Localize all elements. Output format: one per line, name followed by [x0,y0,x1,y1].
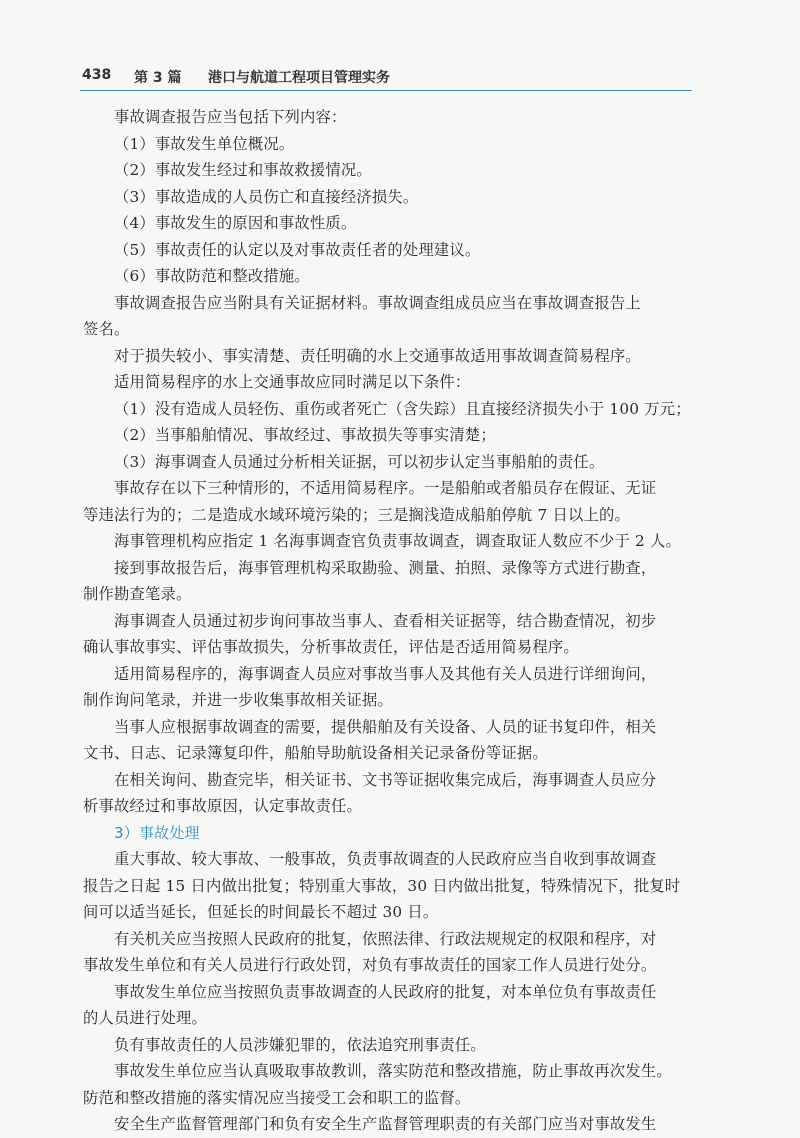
text-line: （3）海事调查人员通过分析相关证据，可以初步认定当事船舶的责任。 [114,452,605,471]
text-line: 适用简易程序的水上交通事故应同时满足以下条件： [114,373,471,391]
text-line: 重大事故、较大事故、一般事故，负责事故调查的人民政府应当自收到事故调查 [114,850,657,868]
text-line: 事故调查报告应当附具有关证据材料。事故调查组成员应当在事故调查报告上 [114,293,641,312]
text-line: 的人员进行处理。 [83,1009,207,1027]
text-line: 事故发生单位应当认真吸取事故教训，落实防范和整改措施，防止事故再次发生。 [114,1062,672,1080]
text-line: 间可以适当延长，但延长的时间最长不超过 30 日。 [83,903,439,921]
text-line: 在相关询问、勘查完毕，相关证书、文书等证据收集完成后，海事调查人员应分 [114,770,657,789]
text-line: 确认事故事实、评估事故损失，分析事故责任，评估是否适用简易程序。 [83,638,579,656]
text-line: 等违法行为的；二是造成水域环境污染的；三是搁浅造成船舶停航 7 日以上的。 [83,505,630,524]
text-line: （2）事故发生经过和事故救援情况。 [114,161,372,179]
text-line: 事故发生单位应当按照负责事故调查的人民政府的批复，对本单位负有事故责任 [114,982,657,1001]
text-line: 海事管理机构应指定 1 名海事调查官负责事故调查，调查取证人数应不少于 2 人。 [114,532,682,550]
text-line: 当事人应根据事故调查的需要，提供船舶及有关设备、人员的证书复印件，相关 [114,717,657,736]
text-line: 制作询问笔录，并进一步收集事故相关证据。 [83,691,393,709]
text-line: 安全生产监督管理部门和负有安全生产监督管理职责的有关部门应当对事故发生 [114,1115,657,1133]
text-line: 接到事故报告后，海事管理机构采取勘验、测量、拍照、录像等方式进行勘查， [114,558,657,577]
text-line: 析事故经过和事故原因，认定事故责任。 [83,797,362,815]
text-line: 适用简易程序的，海事调查人员应对事故当事人及其他有关人员进行详细询问， [114,664,657,683]
text-line: （1）没有造成人员轻伤、重伤或者死亡（含失踪）且直接经济损失小于 100 万元； [114,399,691,418]
text-line: 有关机关应当按照人民政府的批复，依照法律、行政法规规定的权限和程序，对 [114,929,657,948]
text-line: 制作勘查笔录。 [83,585,192,603]
text-line: （5）事故责任的认定以及对事故责任者的处理建议。 [114,240,481,259]
text-line: 事故发生单位和有关人员进行行政处罚，对负有事故责任的国家工作人员进行处分。 [83,956,657,974]
text-line: 文书、日志、记录簿复印件，船舶导助航设备相关记录备份等证据。 [83,744,548,762]
text-line: 对于损失较小、事实清楚、责任明确的水上交通事故适用事故调查简易程序。 [114,346,641,365]
header-title: 港口与航道工程项目管理实务 [208,70,390,86]
text-line: 签名。 [83,320,130,338]
text-line: （2）当事船舶情况、事故经过、事故损失等事实清楚； [114,426,496,444]
page-header [80,64,692,91]
page-number: 438 [82,67,112,83]
text-line: 负有事故责任的人员涉嫌犯罪的，依法追究刑事责任。 [114,1035,486,1054]
section-heading: 3）事故处理 [114,823,200,842]
body-text [83,104,695,1138]
text-line: 报告之日起 15 日内做出批复；特别重大事故，30 日内做出批复，特殊情况下，批复时 [83,876,681,895]
text-line: （4）事故发生的原因和事故性质。 [114,214,357,232]
text-line: 事故调查报告应当包括下列内容： [114,108,347,126]
text-line: 事故存在以下三种情形的，不适用简易程序。一是船舶或者船员存在假证、无证 [114,479,657,497]
text-line: （3）事故造成的人员伤亡和直接经济损失。 [114,187,419,206]
text-line: （1）事故发生单位概况。 [114,134,295,153]
text-line: （6）事故防范和整改措施。 [114,267,310,285]
text-line: 防范和整改措施的落实情况应当接受工会和职工的监督。 [83,1088,471,1107]
part-label: 第 3 篇 [134,70,182,86]
text-line: 海事调查人员通过初步询问事故当事人、查看相关证据等，结合勘查情况，初步 [114,611,657,630]
